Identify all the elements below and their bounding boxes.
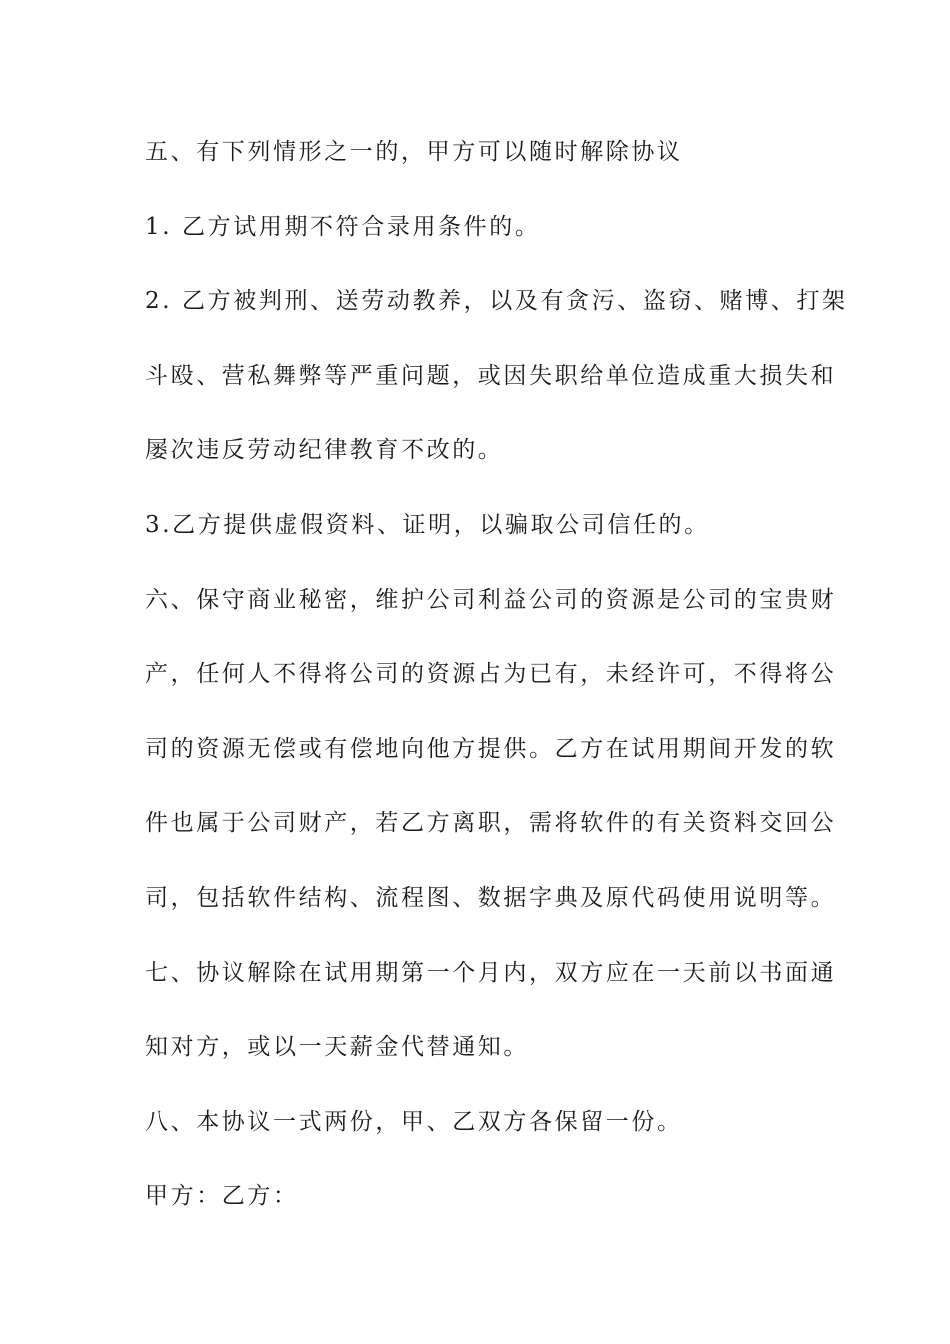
clause-5-item-3: 3.乙方提供虚假资料、证明，以骗取公司信任的。 (145, 511, 710, 538)
document-body (145, 126, 848, 1245)
clause-8: 八、本协议一式两份，甲、乙双方各保留一份。 (145, 1108, 683, 1135)
clause-5-item-2-line-1: 2. 乙方被判刑、送劳动教养，以及有贪污、盗窃、赌博、打架 (145, 288, 848, 315)
clause-6-line-5: 司，包括软件结构、流程图、数据字典及原代码使用说明等。 (145, 884, 837, 911)
clause-6-line-4: 件也属于公司财产，若乙方离职，需将软件的有关资料交回公 (145, 810, 837, 837)
clause-6-line-2: 产，任何人不得将公司的资源占为已有，未经许可，不得将公 (145, 661, 837, 688)
clause-7-line-1: 七、协议解除在试用期第一个月内，双方应在一天前以书面通 (145, 959, 837, 986)
clause-6-line-1: 六、保守商业秘密，维护公司利益公司的资源是公司的宝贵财 (145, 586, 837, 613)
signature-line: 甲方：乙方： (145, 1183, 299, 1210)
clause-5-item-2-line-2: 斗殴、营私舞弊等严重问题，或因失职给单位造成重大损失和 (145, 362, 837, 389)
clause-5-heading: 五、有下列情形之一的，甲方可以随时解除协议 (145, 139, 683, 165)
clause-7-line-2: 知对方，或以一天薪金代替通知。 (145, 1034, 529, 1061)
clause-5-item-1: 1. 乙方试用期不符合录用条件的。 (145, 213, 541, 240)
clause-5-item-2-line-3: 屡次违反劳动纪律教育不改的。 (145, 437, 504, 464)
clause-6-line-3: 司的资源无偿或有偿地向他方提供。乙方在试用期间开发的软 (145, 735, 837, 762)
